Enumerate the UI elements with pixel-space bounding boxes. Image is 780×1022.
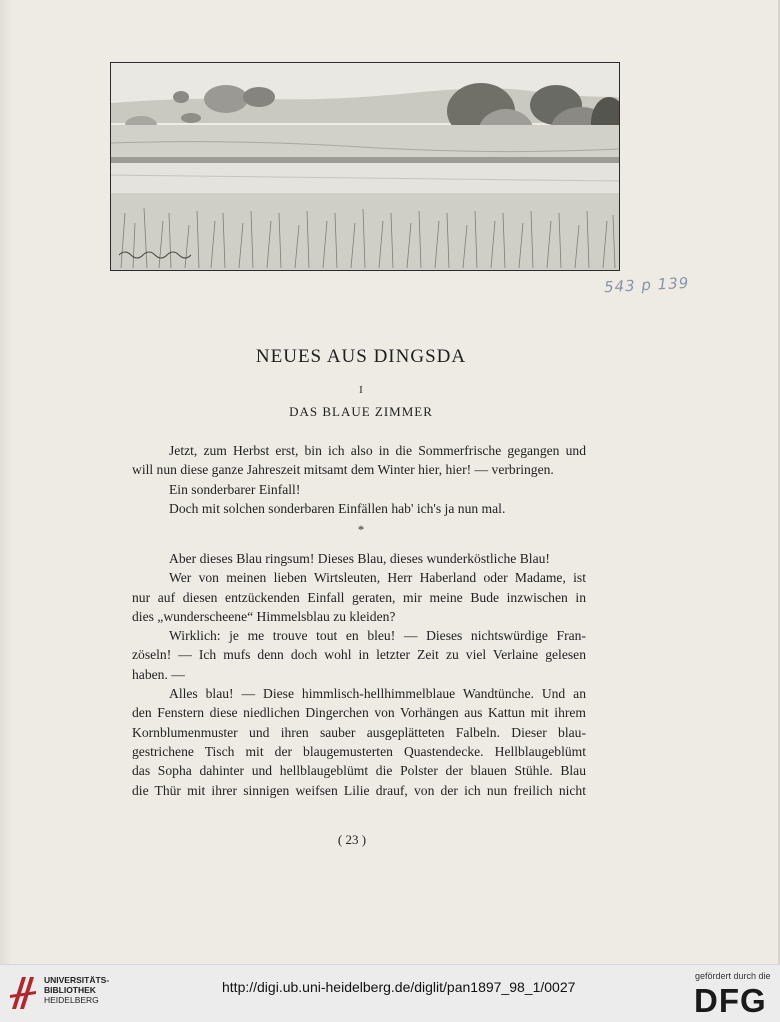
library-name: [44, 975, 109, 1005]
text-line: Ein sonderbarer Einfall!: [169, 481, 301, 497]
text-line: Wirklich: je me trouve tout en bleu! — Dieses nichtswürdige Fran-: [169, 628, 586, 644]
text-line: Aber dieses Blau ringsum! Dieses Blau, dieses wunderköstliche Blau!: [169, 551, 550, 566]
text-line: gestrichene Tisch mit der blaugemusterten Quastendecke. Hellblaugeblümt: [132, 743, 586, 759]
text-line: den Fenstern diese niedlichen Dingerchen von Vorhängen aus Kattun mit ihrem: [132, 705, 586, 721]
article-subtitle: DAS BLAUE ZIMMER: [289, 404, 433, 419]
library-name-line: UNIVERSITÄTS-: [44, 975, 110, 985]
text-line: nur auf diesen entzückenden Einfall geraten, mir meine Bude inzwischen in: [132, 589, 586, 605]
text-line: will nun diese ganze Jahreszeit mitsamt dem Winter hier, hier! — verbringen.: [132, 462, 554, 478]
landscape-illustration: [110, 62, 620, 271]
library-name-line: BIBLIOTHEK: [44, 985, 96, 995]
text-line: Kornblumenmuster und ihren sauber ausgeplätteten Falbeln. Dieser blau-: [132, 724, 586, 740]
section-number: I: [359, 384, 363, 396]
document-url[interactable]: http://digi.ub.uni-heidelberg.de/diglit/pan1897_98_1/0027: [222, 979, 576, 995]
text-line: die Thür mit ihrer sinnigen weifsen Lilie drauf, von der ich nun freilich nicht: [132, 782, 586, 798]
funder-caption: gefördert durch die: [695, 971, 771, 981]
text-line: haben. —: [132, 666, 185, 682]
text-line: dies „wunderscheene“ Himmelsblau zu kleiden?: [132, 608, 396, 624]
handwritten-shelfmark: 543 p 139: [603, 273, 690, 297]
section-separator: *: [357, 522, 365, 537]
page-number: ( 23 ): [337, 832, 367, 847]
viewer-footer: [0, 964, 780, 1022]
text-block-intro: [132, 441, 586, 518]
text-line: Doch mit solchen sonderbaren Einfällen hab' ich's ja nun mal.: [169, 500, 506, 516]
dfg-logo[interactable]: DFG: [694, 982, 767, 1019]
text-line: zöseln! — Ich mufs denn doch wohl in letzter Zeit zu viel Verlaine gelesen: [132, 647, 586, 663]
article-title: NEUES AUS DINGSDA: [255, 346, 467, 367]
text-block-main: [132, 549, 586, 800]
text-line: Jetzt, zum Herbst erst, bin ich also in die Sommerfrische gegangen und: [169, 443, 586, 458]
library-name-line: HEIDELBERG: [44, 995, 99, 1005]
text-line: Wer von meinen lieben Wirtsleuten, Herr Haberland oder Madame, ist: [169, 570, 586, 586]
page-edge: [0, 0, 12, 964]
landscape-drawing: [111, 63, 619, 270]
library-logo-icon: [8, 973, 38, 1013]
text-line: Alles blau! — Diese himmlisch-hellhimmelblaue Wandtünche. Und an: [169, 686, 586, 702]
text-line: das Sopha dahinter und hellblaugeblümt die Polster der blauen Stühle. Blau: [132, 763, 586, 779]
